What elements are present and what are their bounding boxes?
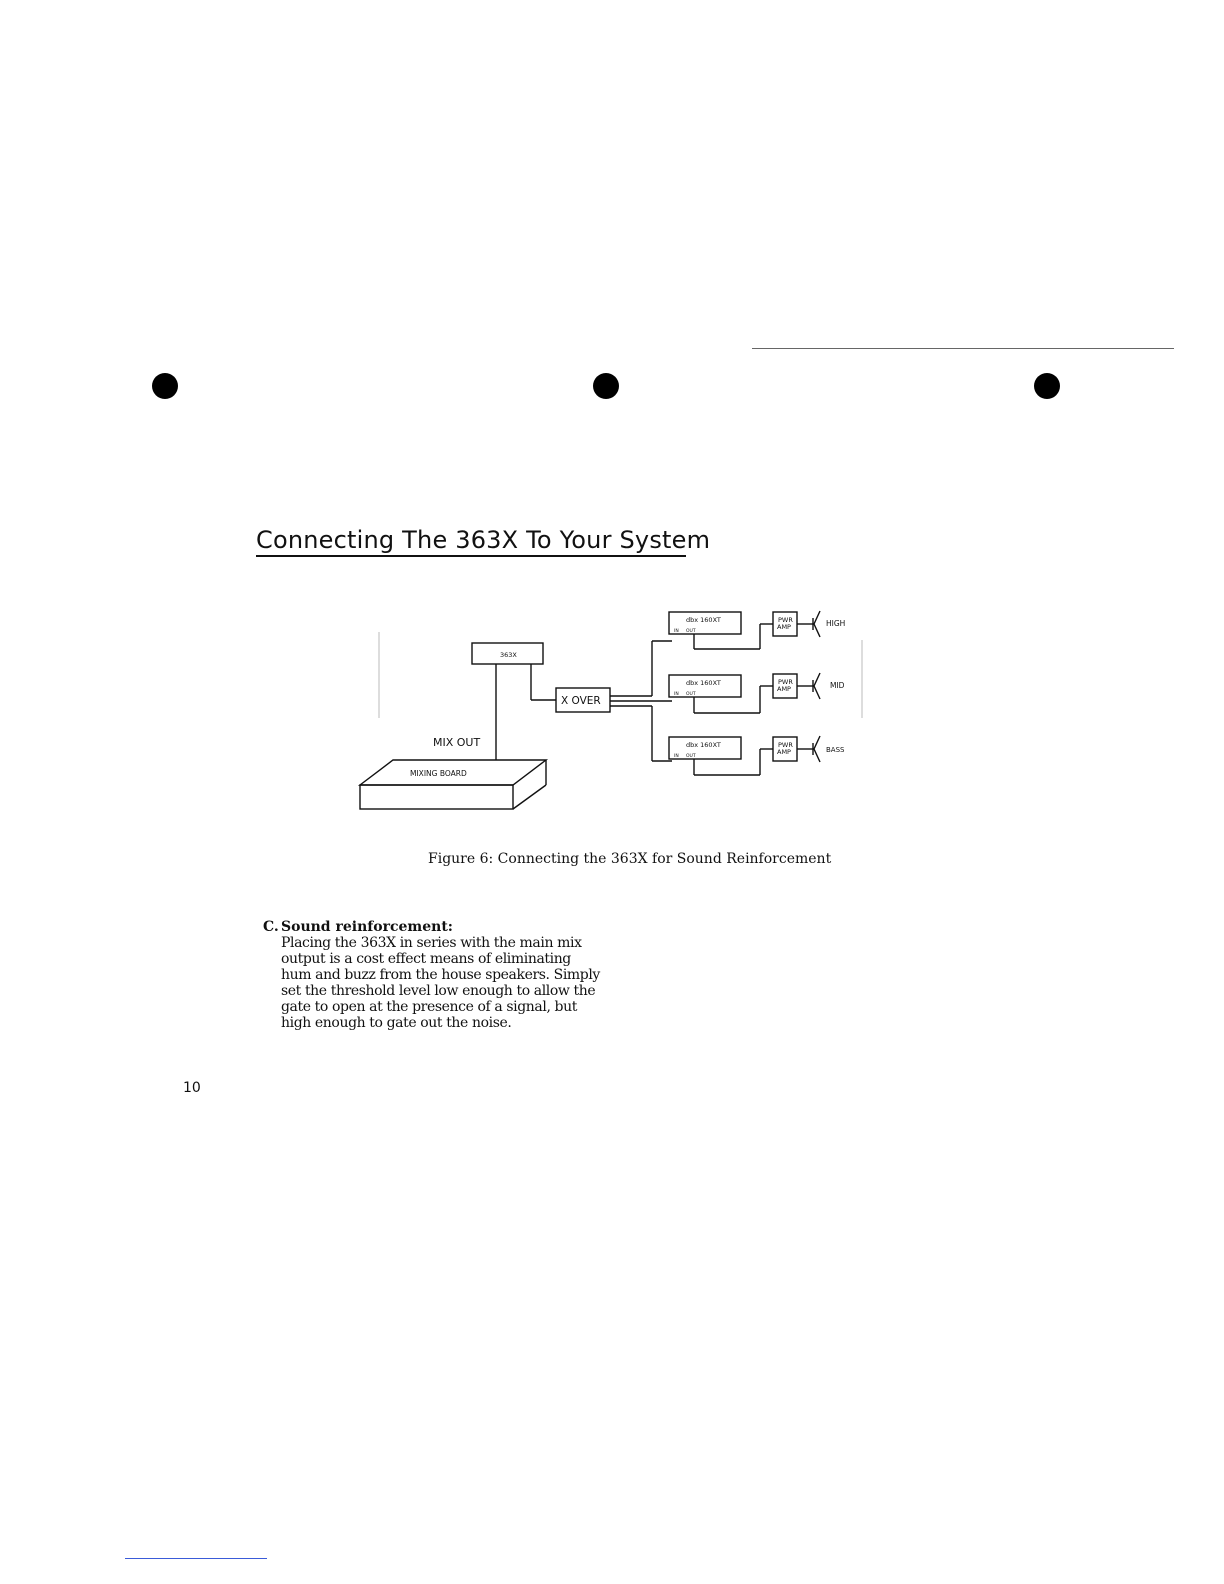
compressor-in-high: IN — [674, 629, 679, 634]
amp-amp-high: AMP — [777, 623, 791, 631]
speaker-label-mid: MID — [830, 681, 845, 690]
amp-pwr-bass: PWR — [778, 741, 793, 749]
amp-pwr-mid: PWR — [778, 678, 793, 686]
amp-pwr-high: PWR — [778, 616, 793, 624]
compressor-in-bass: IN — [674, 754, 679, 759]
speaker-label-high: HIGH — [826, 619, 846, 628]
amp-amp-mid: AMP — [777, 685, 791, 693]
compressor-label-high: dbx 160XT — [686, 616, 721, 624]
section-letter: C. — [263, 919, 279, 935]
figure-caption: Figure 6: Connecting the 363X for Sound Reinforcement — [428, 851, 832, 867]
page-number: 10 — [183, 1080, 201, 1096]
compressor-out-high: OUT — [686, 629, 696, 634]
compressor-label-mid: dbx 160XT — [686, 679, 721, 687]
crossover-label: X OVER — [561, 695, 601, 707]
section-heading-row — [263, 919, 623, 935]
mixing-board-label: MIXING BOARD — [410, 769, 467, 778]
scan-bottom-line — [125, 1558, 267, 1559]
speaker-label-bass: BASS — [826, 746, 845, 754]
compressor-out-bass: OUT — [686, 754, 696, 759]
section-sound-reinforcement — [263, 919, 623, 1031]
mixing-board-front — [360, 785, 513, 809]
compressor-out-mid: OUT — [686, 692, 696, 697]
section-heading: Sound reinforcement: — [281, 919, 453, 935]
page-title: Connecting The 363X To Your System — [256, 526, 686, 557]
compressor-label-bass: dbx 160XT — [686, 741, 721, 749]
compressor-in-mid: IN — [674, 692, 679, 697]
amp-amp-bass: AMP — [777, 748, 791, 756]
mix-out-label: MIX OUT — [433, 736, 481, 749]
section-body: Placing the 363X in series with the main mix output is a cost effect means of eliminating hum and buzz from the house speakers. Simply set the threshold level low enough to allow the gate to open at the presence of a signal, but high enough to gate out the noise. — [281, 935, 600, 1031]
unit-363x-label: 363X — [500, 651, 517, 659]
